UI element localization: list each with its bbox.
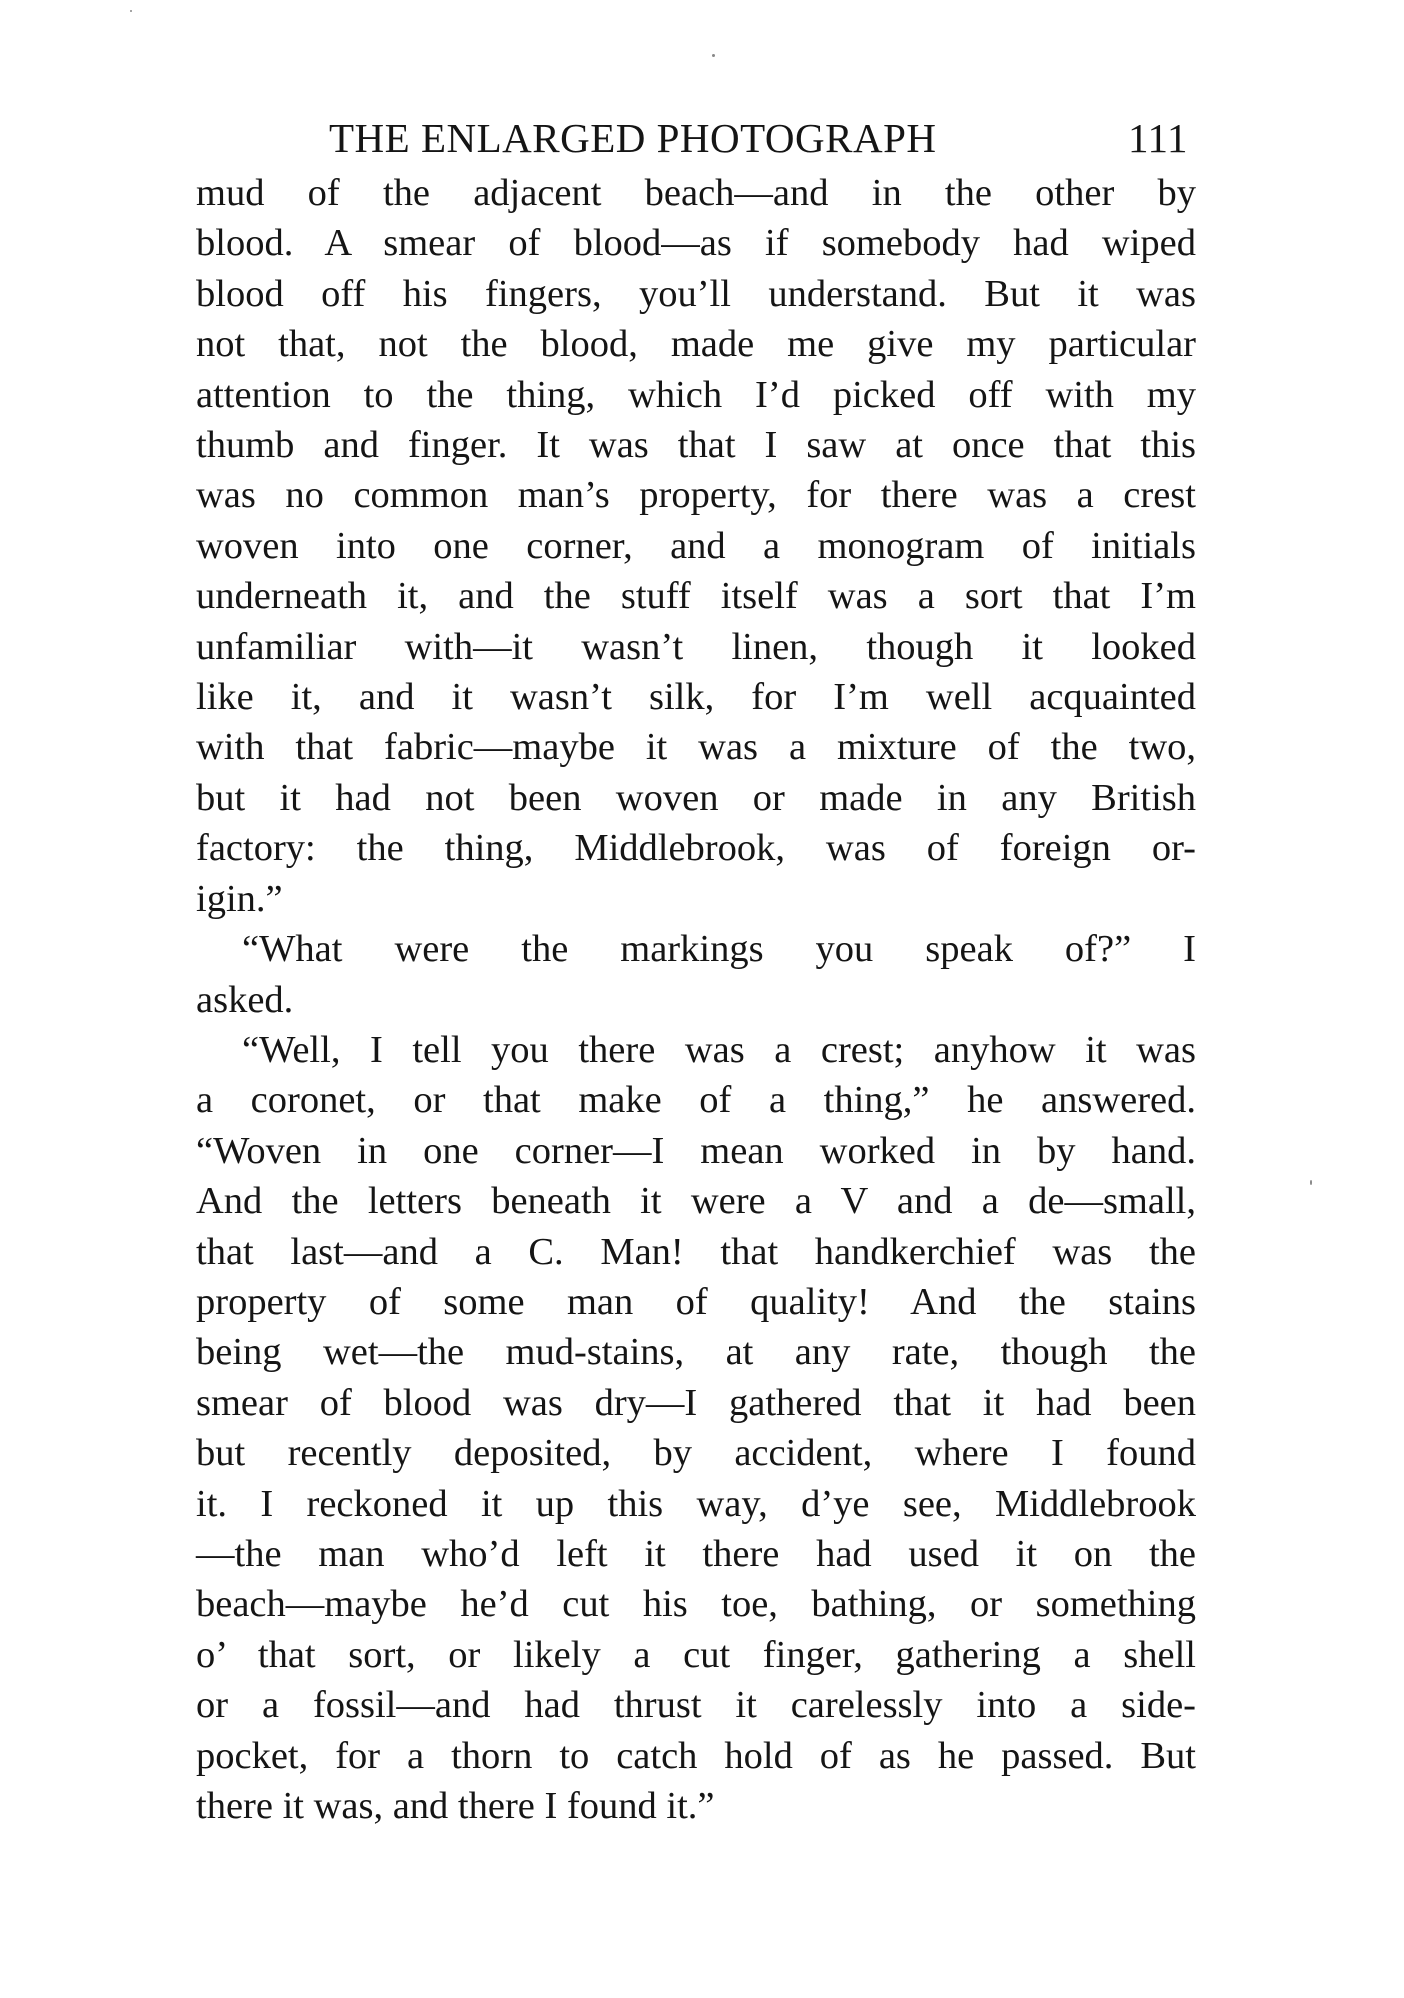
text-line: igin.” [196,877,283,920]
scan-speck [1310,1180,1312,1185]
running-title: THE ENLARGED PHOTOGRAPH [329,115,937,161]
text-line: “Well, I tell you there was a crest; anyhow it was [242,1028,1196,1071]
text-line: with that fabric—maybe it was a mixture of the two, [196,726,1196,769]
text-line: woven into one corner, and a monogram of initials [196,524,1196,567]
text-line: there it was, and there I found it.” [196,1785,715,1827]
paragraph-1 [196,168,1196,924]
text-line: And the letters beneath it were a V and a de—small, [196,1180,1196,1223]
text-line: it. I reckoned it up this way, d’ye see, Middlebrook [196,1482,1196,1525]
text-line: like it, and it wasn’t silk, for I’m well acquainted [196,676,1196,719]
text-line: was no common man’s property, for there was a crest [196,474,1196,517]
text-line: “What were the markings you speak of?” I [242,928,1196,971]
running-head [196,108,1196,168]
book-page [196,108,1196,1831]
text-line: o’ that sort, or likely a cut finger, gathering a shell [196,1633,1196,1676]
text-line: property of some man of quality! And the stains [196,1280,1196,1323]
text-line: but recently deposited, by accident, where I found [196,1432,1196,1475]
text-line: smear of blood was dry—I gathered that it had been [196,1381,1196,1424]
text-line: blood. A smear of blood—as if somebody had wiped [196,222,1196,265]
text-line: being wet—the mud-stains, at any rate, though the [196,1331,1196,1374]
text-line: underneath it, and the stuff itself was a sort that I’m [196,575,1196,618]
text-line: asked. [196,978,294,1021]
text-line: beach—maybe he’d cut his toe, bathing, or something [196,1583,1196,1626]
text-line: attention to the thing, which I’d picked off with my [196,373,1196,416]
page-number: 111 [1128,115,1188,161]
text-line: thumb and finger. It was that I saw at once that this [196,424,1196,467]
text-line: pocket, for a thorn to catch hold of as he passed. But [196,1734,1196,1777]
text-line: but it had not been woven or made in any British [196,776,1196,819]
paragraph-3 [196,1025,1196,1832]
text-line: not that, not the blood, made me give my particular [196,323,1196,366]
text-line: that last—and a C. Man! that handkerchief was the [196,1230,1196,1273]
paragraph-2 [196,924,1196,1025]
text-line: a coronet, or that make of a thing,” he answered. [196,1079,1196,1122]
text-line: or a fossil—and had thrust it carelessly into a side- [196,1684,1196,1727]
text-line: unfamiliar with—it wasn’t linen, though it looked [196,625,1196,668]
text-line: blood off his fingers, you’ll understand. But it was [196,272,1196,315]
scan-speck [130,10,132,12]
scan-speck [712,54,715,57]
text-line: factory: the thing, Middlebrook, was of foreign or- [196,827,1196,870]
text-line: “Woven in one corner—I mean worked in by hand. [196,1129,1196,1172]
text-line: —the man who’d left it there had used it on the [196,1532,1196,1575]
text-line: mud of the adjacent beach—and in the other by [196,172,1196,214]
